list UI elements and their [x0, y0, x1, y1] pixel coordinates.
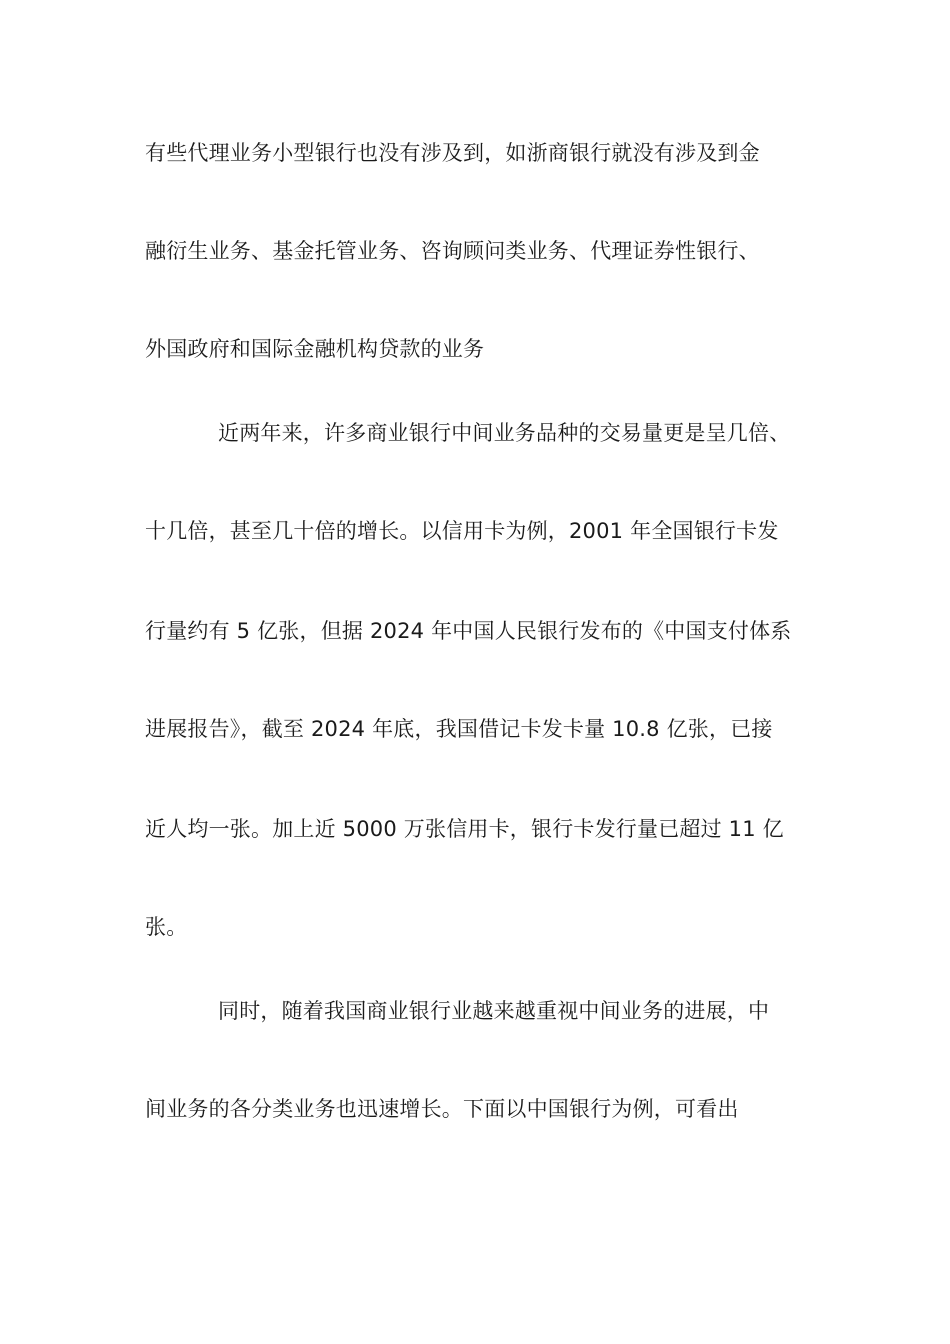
- paragraph-first-line: 近两年来，许多商业银行中间业务品种的交易量更是呈几倍、: [218, 421, 791, 445]
- text-line: 融衍生业务、基金托管业务、咨询顾问类业务、代理证券性银行、: [145, 239, 760, 263]
- text-line: 进展报告》，截至 2024 年底，我国借记卡发卡量 10.8 亿张，已接: [145, 717, 773, 741]
- text-line: 间业务的各分类业务也迅速增长。下面以中国银行为例，可看出: [145, 1097, 739, 1121]
- text-line: 十几倍，甚至几十倍的增长。以信用卡为例，2001 年全国银行卡发: [145, 519, 779, 543]
- text-line: 行量约有 5 亿张，但据 2024 年中国人民银行发布的《中国支付体系: [145, 619, 792, 643]
- text-line: 近人均一张。加上近 5000 万张信用卡，银行卡发行量已超过 11 亿: [145, 817, 784, 841]
- text-line: 有些代理业务小型银行也没有涉及到，如浙商银行就没有涉及到金: [145, 141, 760, 165]
- text-line: 外国政府和国际金融机构贷款的业务: [145, 337, 485, 361]
- text-line: 张。: [145, 915, 188, 939]
- paragraph-first-line: 同时，随着我国商业银行业越来越重视中间业务的进展，中: [218, 999, 770, 1023]
